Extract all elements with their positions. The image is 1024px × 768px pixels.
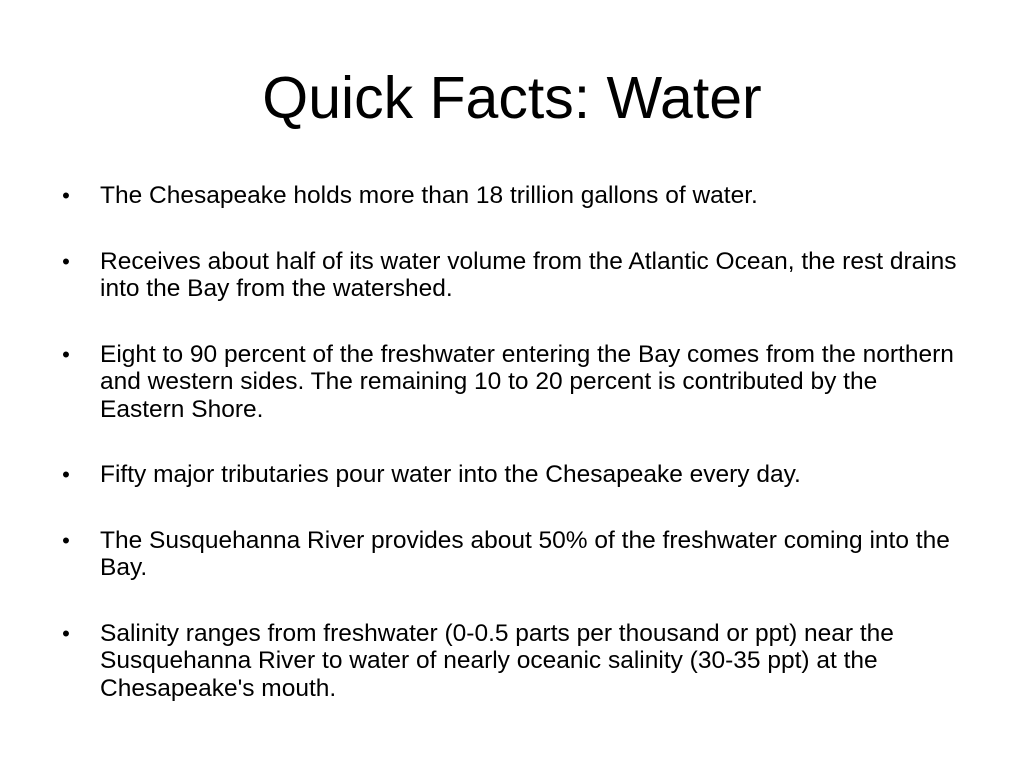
bullet-text: Fifty major tributaries pour water into the Chesapeake every day. [100, 461, 801, 488]
bullet-dot-icon: • [62, 527, 70, 553]
bullet-text: Receives about half of its water volume from the Atlantic Ocean, the rest drains into the Bay from the watershed. [100, 247, 957, 302]
bullet-item [56, 461, 966, 489]
bullet-text: The Susquehanna River provides about 50% of the freshwater coming into the Bay. [100, 526, 950, 581]
bullet-item [56, 620, 966, 703]
bullet-item [56, 182, 966, 210]
bullet-dot-icon: • [62, 620, 70, 646]
bullet-text: Salinity ranges from freshwater (0-0.5 parts per thousand or ppt) near the Susquehanna River to water of nearly oceanic salinity (30-35 ppt) at the Chesapeake's mouth. [100, 619, 894, 702]
bullet-dot-icon: • [62, 248, 70, 274]
bullet-item [56, 341, 966, 424]
bullet-dot-icon: • [62, 183, 70, 208]
bullet-item [56, 527, 966, 582]
bullet-text: The Chesapeake holds more than 18 trillion gallons of water. [100, 182, 758, 209]
bullet-list [56, 182, 966, 740]
slide-title: Quick Facts: Water [262, 65, 762, 131]
bullet-item [56, 248, 966, 303]
bullet-dot-icon: • [62, 341, 70, 367]
bullet-dot-icon: • [62, 462, 70, 487]
bullet-text: Eight to 90 percent of the freshwater entering the Bay comes from the northern and western sides. The remaining 10 to 20 percent is contributed by the Eastern Shore. [100, 340, 954, 423]
